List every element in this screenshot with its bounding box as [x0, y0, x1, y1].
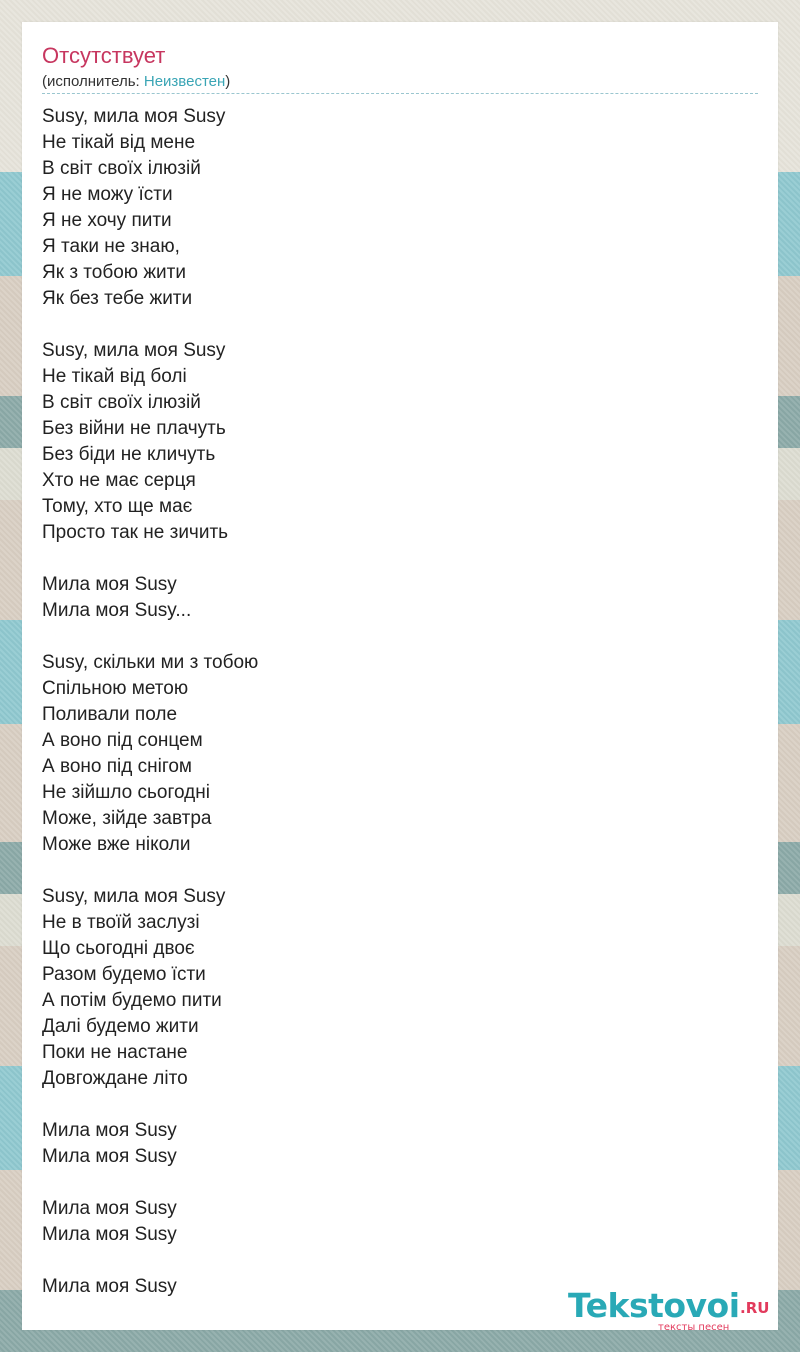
- logo-wordmark: Tekstovoi: [568, 1286, 740, 1325]
- lyric-line: Не тікай від болі: [42, 366, 187, 387]
- lyric-line: Як без тебе жити: [42, 288, 193, 309]
- lyric-line: Далі будемо жити: [42, 1016, 199, 1037]
- lyric-line: Я не можу їсти: [42, 184, 173, 205]
- lyric-line: Тому, хто ще має: [42, 496, 193, 517]
- lyric-line: Може вже ніколи: [42, 834, 191, 855]
- stanza-break: [42, 858, 258, 884]
- lyric-line: Мила моя Susy: [42, 1224, 177, 1245]
- lyric-line: Просто так не зичить: [42, 522, 229, 543]
- artist-line: [42, 72, 230, 92]
- lyric-line: Хто не має серця: [42, 470, 196, 491]
- lyric-line: Я не хочу пити: [42, 210, 172, 231]
- lyric-line: Мила моя Susy: [42, 1276, 177, 1297]
- lyric-line: Мила моя Susy: [42, 574, 177, 595]
- lyric-line: Мила моя Susy: [42, 1146, 177, 1167]
- lyric-line: В світ своїх ілюзій: [42, 158, 201, 179]
- lyrics-card: [22, 22, 778, 1333]
- lyric-line: Разом будемо їсти: [42, 964, 206, 985]
- song-title: Отсутствует: [42, 43, 166, 68]
- artist-suffix: ): [225, 73, 231, 90]
- stanza-break: [42, 1248, 258, 1274]
- artist-prefix: (исполнитель:: [42, 73, 144, 90]
- title-divider: [42, 93, 758, 94]
- stanza-break: [42, 624, 258, 650]
- lyric-line: Не в твоїй заслузі: [42, 912, 200, 933]
- lyric-line: Поливали поле: [42, 704, 178, 725]
- lyric-line: Довгождане літо: [42, 1068, 188, 1089]
- lyric-line: Мила моя Susy: [42, 1120, 177, 1141]
- lyric-line: Мила моя Susy...: [42, 600, 192, 621]
- lyric-line: А воно під сонцем: [42, 730, 203, 751]
- lyric-line: Як з тобою жити: [42, 262, 186, 283]
- logo-tagline: тексты песен: [658, 1322, 730, 1333]
- lyric-line: Я таки не знаю,: [42, 236, 180, 257]
- lyric-line: Не тікай від мене: [42, 132, 196, 153]
- lyric-line: Без війни не плачуть: [42, 418, 226, 439]
- lyric-line: Поки не настане: [42, 1042, 188, 1063]
- site-logo[interactable]: [568, 1286, 778, 1334]
- lyrics-text: [42, 104, 258, 1300]
- lyric-line: Спільною метою: [42, 678, 189, 699]
- lyric-line: Susy, мила моя Susy: [42, 106, 226, 127]
- lyric-line: А потім будемо пити: [42, 990, 222, 1011]
- lyric-line: Susy, мила моя Susy: [42, 340, 226, 361]
- lyric-line: А воно під снігом: [42, 756, 192, 777]
- lyric-line: В світ своїх ілюзій: [42, 392, 201, 413]
- logo-tld: .RU: [740, 1299, 770, 1317]
- lyric-line: Без біди не кличуть: [42, 444, 216, 465]
- lyric-line: Мила моя Susy: [42, 1198, 177, 1219]
- lyric-line: Може, зійде завтра: [42, 808, 212, 829]
- lyric-line: Що сьогодні двоє: [42, 938, 195, 959]
- lyric-line: Не зійшло сьогодні: [42, 782, 210, 803]
- stanza-break: [42, 546, 258, 572]
- stanza-break: [42, 1092, 258, 1118]
- lyric-line: Susy, мила моя Susy: [42, 886, 226, 907]
- stanza-break: [42, 1170, 258, 1196]
- lyric-line: Susy, скільки ми з тобою: [42, 652, 259, 673]
- artist-link[interactable]: Неизвестен: [143, 73, 226, 90]
- stanza-break: [42, 312, 258, 338]
